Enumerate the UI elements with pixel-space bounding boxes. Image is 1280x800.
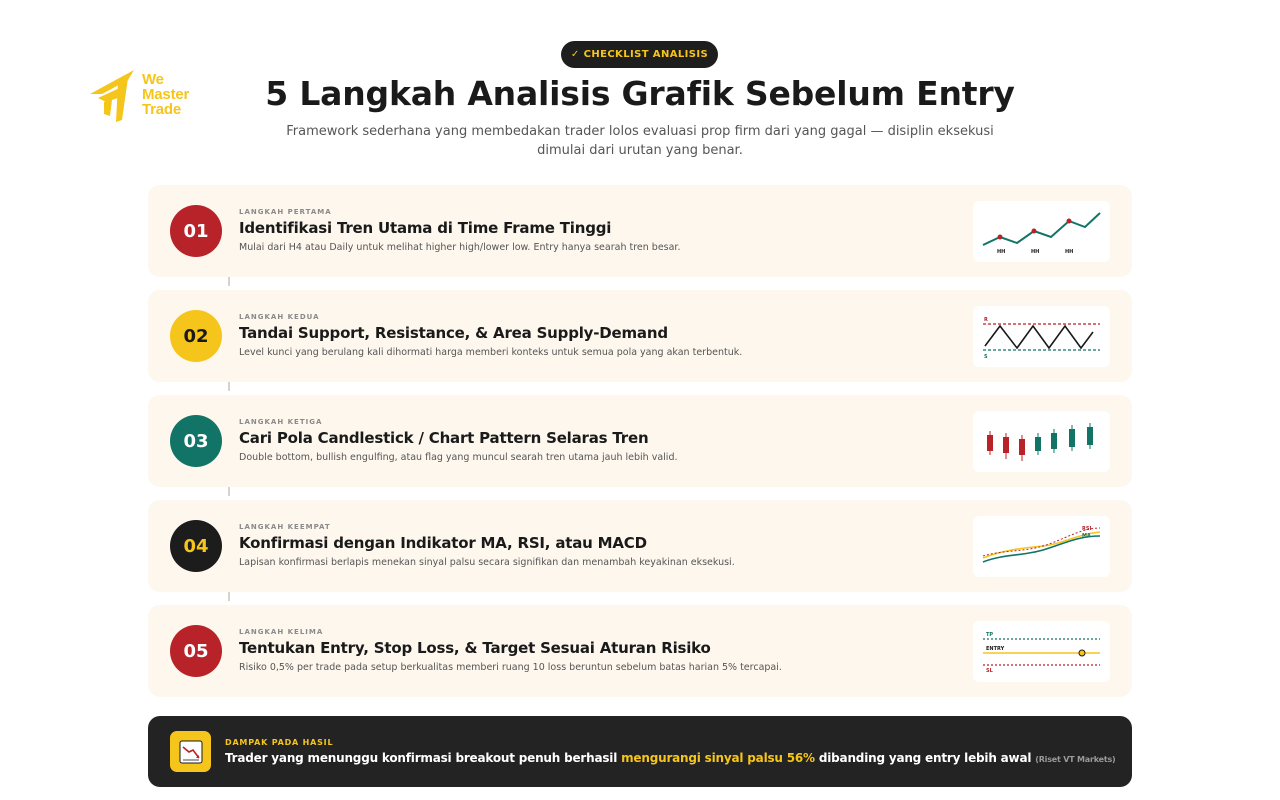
step-card-2 bbox=[148, 290, 1132, 382]
hh-label: HH bbox=[1031, 249, 1040, 255]
logo-line-2: Master bbox=[142, 86, 190, 103]
step-number: 05 bbox=[170, 625, 222, 677]
uptrend-chart-icon bbox=[973, 201, 1110, 262]
support-label: S bbox=[984, 354, 988, 360]
rsi-label: RSI bbox=[1082, 526, 1092, 532]
impact-text-before: Trader yang menunggu konfirmasi breakout penuh berhasil bbox=[225, 751, 622, 765]
range-chart-icon bbox=[973, 306, 1110, 367]
step-number: 01 bbox=[170, 205, 222, 257]
entry-label: ENTRY bbox=[986, 646, 1005, 652]
step-kicker: LANGKAH KEDUA bbox=[239, 313, 320, 321]
candlestick-chart-icon bbox=[973, 411, 1110, 472]
step-connector bbox=[228, 277, 230, 286]
step-title: Tentukan Entry, Stop Loss, & Target Sesuai Aturan Risiko bbox=[239, 639, 711, 657]
indicator-chart-icon bbox=[973, 516, 1110, 577]
step-kicker: LANGKAH KETIGA bbox=[239, 418, 323, 426]
checklist-badge: ✓ CHECKLIST ANALISIS bbox=[561, 41, 718, 68]
trend-thumbnail bbox=[973, 201, 1110, 262]
impact-highlight: mengurangi sinyal palsu 56% bbox=[621, 751, 815, 765]
step-connector bbox=[228, 592, 230, 601]
risk-levels-thumbnail bbox=[973, 621, 1110, 682]
step-title: Konfirmasi dengan Indikator MA, RSI, atau MACD bbox=[239, 534, 647, 552]
steps-list bbox=[148, 185, 1132, 710]
logo-line-3: Trade bbox=[142, 101, 182, 118]
support-resistance-thumbnail bbox=[973, 306, 1110, 367]
step-connector bbox=[228, 382, 230, 391]
impact-label: DAMPAK PADA HASIL bbox=[225, 738, 334, 747]
step-card-5 bbox=[148, 605, 1132, 697]
hh-label: HH bbox=[1065, 249, 1074, 255]
step-description: Mulai dari H4 atau Daily untuk melihat higher high/lower low. Entry hanya searah tren besar. bbox=[239, 242, 681, 253]
chart-decrease-icon bbox=[170, 731, 211, 772]
page-subtitle: Framework sederhana yang membedakan trader lolos evaluasi prop firm dari yang gagal — disiplin eksekusi dimulai dari urutan yang benar. bbox=[286, 124, 994, 158]
step-connector bbox=[228, 487, 230, 496]
step-card-3 bbox=[148, 395, 1132, 487]
step-kicker: LANGKAH KELIMA bbox=[239, 628, 324, 636]
sl-label: SL bbox=[986, 668, 993, 674]
impact-source: (Riset VT Markets) bbox=[1035, 755, 1116, 764]
step-card-1 bbox=[148, 185, 1132, 277]
step-kicker: LANGKAH PERTAMA bbox=[239, 208, 332, 216]
logo-line-1: We bbox=[142, 71, 164, 88]
risk-levels-icon bbox=[973, 621, 1110, 682]
step-title: Tandai Support, Resistance, & Area Supply-Demand bbox=[239, 324, 668, 342]
impact-text-after: dibanding yang entry lebih awal bbox=[814, 751, 1036, 765]
candlestick-thumbnail bbox=[973, 411, 1110, 472]
step-kicker: LANGKAH KEEMPAT bbox=[239, 523, 331, 531]
ma-label: MA bbox=[1082, 533, 1091, 539]
step-number: 03 bbox=[170, 415, 222, 467]
hh-label: HH bbox=[997, 249, 1006, 255]
step-number: 04 bbox=[170, 520, 222, 572]
resistance-label: R bbox=[984, 317, 988, 323]
indicator-thumbnail bbox=[973, 516, 1110, 577]
step-title: Cari Pola Candlestick / Chart Pattern Selaras Tren bbox=[239, 429, 649, 447]
step-number: 02 bbox=[170, 310, 222, 362]
impact-text bbox=[225, 751, 1116, 765]
step-description: Lapisan konfirmasi berlapis menekan sinyal palsu secara signifikan dan menambah keyakinan eksekusi. bbox=[239, 557, 735, 568]
tp-label: TP bbox=[986, 632, 994, 638]
impact-banner bbox=[148, 716, 1132, 787]
step-description: Level kunci yang berulang kali dihormati harga memberi konteks untuk semua pola yang akan terbentuk. bbox=[239, 347, 743, 358]
step-description: Risiko 0,5% per trade pada setup berkualitas memberi ruang 10 loss beruntun sebelum batas harian 5% tercapai. bbox=[239, 662, 782, 673]
step-title: Identifikasi Tren Utama di Time Frame Tinggi bbox=[239, 219, 612, 237]
step-description: Double bottom, bullish engulfing, atau flag yang muncul searah tren utama jauh lebih valid. bbox=[239, 452, 678, 463]
step-card-4 bbox=[148, 500, 1132, 592]
page-title: 5 Langkah Analisis Grafik Sebelum Entry bbox=[265, 74, 1015, 113]
